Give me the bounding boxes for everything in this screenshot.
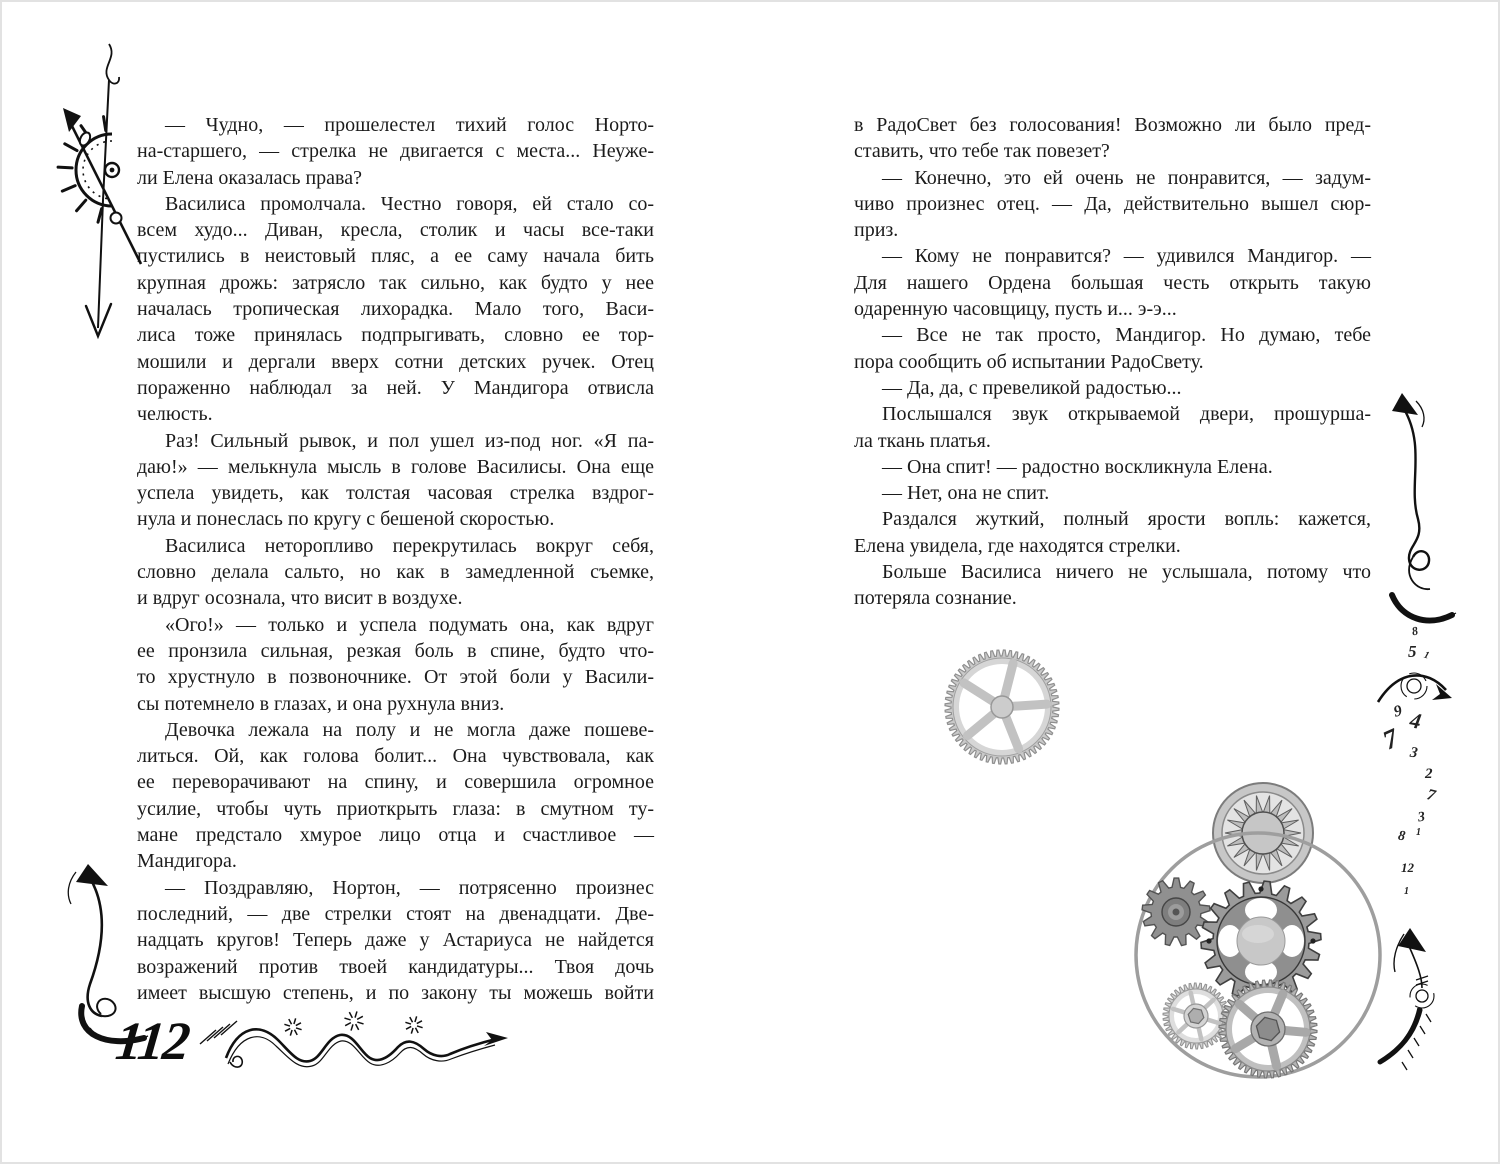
hatch-stroke xyxy=(221,1021,237,1035)
star-icon xyxy=(349,1012,352,1018)
star-icon xyxy=(294,1030,297,1035)
star-icon xyxy=(356,1024,359,1030)
star-icon xyxy=(357,1022,363,1024)
sun-ray xyxy=(104,117,106,131)
star-icon xyxy=(411,1028,413,1034)
hatch-stroke xyxy=(200,1030,216,1044)
text-line: Мандигора. xyxy=(137,850,237,873)
falling-number: 2 xyxy=(1425,766,1433,782)
gear-dot xyxy=(1258,886,1263,891)
paragraph xyxy=(137,875,654,1006)
falling-number: 3 xyxy=(1416,809,1426,826)
paragraph xyxy=(854,243,1371,322)
text-line: крупная дрожь: затрясло так сильно, как будто у нее xyxy=(137,271,654,294)
falling-number: 5 xyxy=(1408,642,1417,661)
text-line: мошили и дергали вверх сотни детских ручек. Отец xyxy=(137,350,654,373)
swash-loop xyxy=(97,999,115,1016)
clock-hub-dot xyxy=(110,168,115,173)
text-line: чиво произнес отец. — Да, действительно вышел сюр- xyxy=(854,192,1371,215)
pivot-bead xyxy=(111,213,122,224)
text-line: последний, — две стрелки стоят на двенадцати. Две- xyxy=(137,902,654,925)
left-page-text-column xyxy=(137,112,654,1006)
sun-ray xyxy=(98,209,102,223)
paragraph xyxy=(137,717,654,875)
gear-hub xyxy=(991,696,1013,718)
text-line: сы потемнело в глазах, и она рухнула вниз. xyxy=(137,692,505,715)
swash-arrow-icon xyxy=(1372,385,1476,645)
text-line: Для нашего Ордена большая честь открыть такую xyxy=(854,271,1371,294)
text-line: Василиса неторопливо перекрутилась вокруг себя, xyxy=(165,534,654,557)
text-line: Елена увидела, где находятся стрелки. xyxy=(854,534,1181,557)
paragraph xyxy=(137,428,654,533)
sun-ray xyxy=(65,144,77,151)
falling-number: 7 xyxy=(1425,786,1438,805)
star-icon xyxy=(290,1030,292,1036)
echo-stroke xyxy=(68,872,76,904)
text-line: Девочка лежала на полу и не могла даже пошеве- xyxy=(165,718,654,741)
text-line: усилие, чтобы чуть приоткрыть глаза: в смутном ту- xyxy=(137,797,654,820)
paragraph xyxy=(854,375,1371,401)
paragraph xyxy=(137,112,654,191)
text-line: пустились в неистовый пляс, а ее саму начала бить xyxy=(137,245,654,268)
falling-number: 3 xyxy=(1408,744,1419,762)
text-line: потеряла сознание. xyxy=(854,587,1017,610)
text-line: одаренную часовщицу, пусть и... э-э... xyxy=(854,298,1177,321)
paragraph xyxy=(854,506,1371,559)
paragraph xyxy=(854,454,1371,480)
falling-number: 1 xyxy=(1404,886,1409,897)
star-icon xyxy=(405,1022,411,1024)
hub-highlight xyxy=(1242,925,1274,943)
text-line: даю!» — мелькнула мысль в голове Василисы. Она еще xyxy=(137,455,654,478)
paragraph xyxy=(854,559,1371,612)
text-line: пораженно наблюдал за ней. У Мандигора отвисла xyxy=(137,376,654,399)
star-icon xyxy=(410,1017,413,1022)
falling-number: 7 xyxy=(1378,722,1403,756)
star-icon xyxy=(357,1016,363,1019)
paragraph xyxy=(854,165,1371,244)
text-line: на-старшего, — стрелка не двигается с места... Неуже- xyxy=(137,140,654,163)
falling-number: 8 xyxy=(1397,828,1407,845)
text-line: нула и понеслась по кругу с бешеной скоростью. xyxy=(137,508,555,531)
star-icon xyxy=(345,1023,351,1026)
star-icon xyxy=(417,1021,422,1024)
paragraph xyxy=(137,191,654,428)
gear-dot xyxy=(1310,938,1315,943)
text-line: пора сообщить об испытании РадоСвету. xyxy=(854,350,1204,373)
gear-hub-dot xyxy=(1173,909,1180,916)
text-line: литься. Ой, как голова болит... Она чувствовала, как xyxy=(137,745,654,768)
text-line: — Да, да, с превеликой радостью... xyxy=(882,376,1182,399)
page-number: 112 xyxy=(112,1011,192,1071)
paragraph xyxy=(137,533,654,612)
text-line: лиса тоже принялась подпрыгивать, словно ее тор- xyxy=(137,324,654,347)
clock-sun-arrow-icon xyxy=(25,40,185,380)
star-icon xyxy=(344,1018,350,1020)
star-icon xyxy=(285,1028,290,1031)
text-line: приз. xyxy=(854,219,899,242)
text-line: возражений против твоей кандидатуры... Твоя дочь xyxy=(137,955,654,978)
curl xyxy=(230,1056,242,1067)
star-icon xyxy=(415,1028,418,1033)
text-line: — Нет, она не спит. xyxy=(882,482,1050,505)
right-page-text-column xyxy=(854,112,1371,612)
gear-spoke xyxy=(1008,704,1047,707)
star-icon xyxy=(296,1028,302,1030)
star-icon xyxy=(355,1011,357,1017)
text-line: Василиса промолчала. Честно говоря, ей стало со- xyxy=(165,192,654,215)
text-line: мане предстало хмурое лицо отца и счастливое — xyxy=(137,824,654,847)
sun-ray xyxy=(77,200,86,211)
text-line: началась тропическая лихорадка. Мало того, Васи- xyxy=(137,298,654,321)
text-line: ла ткань платья. xyxy=(854,429,991,452)
text-line: Больше Василиса ничего не услышала, потому что xyxy=(882,561,1371,584)
sun-ray xyxy=(58,167,72,168)
text-line: Раздался жуткий, полный ярости вопль: кажется, xyxy=(882,508,1371,531)
star-icon xyxy=(294,1018,296,1024)
star-icon xyxy=(415,1016,417,1022)
hatch-stroke xyxy=(207,1027,223,1041)
text-line: ставить, что тебе так повезет? xyxy=(854,140,1110,163)
text-line: имеет высшую степень, и по закону ты можешь войти xyxy=(137,981,654,1004)
star-icon xyxy=(417,1026,423,1028)
text-line: «Ого!» — только и успела подумать она, как вдруг xyxy=(165,613,654,636)
text-line: словно делала сальто, но как в замедленной съемке, xyxy=(137,561,654,584)
text-line: всем худо... Диван, кресла, столик и часы все-таки xyxy=(137,219,654,242)
swash-arrow-icon xyxy=(48,856,188,1056)
squiggle-line xyxy=(106,44,119,84)
falling-number: 4 xyxy=(1407,707,1424,734)
star-icon xyxy=(296,1023,301,1026)
falling-number: 8 xyxy=(1410,623,1420,639)
star-icon xyxy=(289,1019,292,1024)
paragraph xyxy=(137,612,654,717)
text-line: — Конечно, это ей очень не понравится, — задум- xyxy=(882,166,1371,189)
arrow-head-icon xyxy=(484,1032,508,1046)
text-line: челюсть. xyxy=(137,403,213,426)
text-line: Послышался звук открываемой двери, прошурша- xyxy=(882,403,1371,426)
paragraph xyxy=(854,322,1371,375)
paragraph xyxy=(854,401,1371,454)
paragraph xyxy=(854,112,1371,165)
text-line: и вдруг осознала, что висит в воздухе. xyxy=(137,587,463,610)
hatch-stroke xyxy=(214,1024,230,1038)
wave-flourish-icon xyxy=(196,1010,516,1082)
sun-ray xyxy=(62,186,75,191)
text-line: Раз! Сильный рывок, и пол ушел из-под ног. «Я па- xyxy=(165,429,654,452)
gear-dot xyxy=(1206,938,1211,943)
text-line: надцать кругов! Теперь даже у Астариуса не найдется xyxy=(137,929,654,952)
swash-loop xyxy=(1409,557,1430,589)
arrow-bead xyxy=(78,131,93,148)
falling-number: 1 xyxy=(1422,649,1431,662)
text-line: в РадоСвет без голосования! Возможно ли было пред- xyxy=(854,114,1371,136)
swash-curve xyxy=(88,878,102,1016)
swash-curve xyxy=(1404,409,1429,570)
falling-number: 9 xyxy=(1391,702,1404,721)
wave-line xyxy=(226,1029,496,1061)
falling-number: 12 xyxy=(1401,860,1414,875)
text-line: — Все не так просто, Мандигор. Но думаю, тебе xyxy=(882,324,1371,347)
star-icon xyxy=(284,1024,290,1026)
gear-cluster-illustration xyxy=(900,620,1440,1120)
text-line: ее пронзила сильная, резкая боль в спине, будто что- xyxy=(137,639,654,662)
text-line: успела увидеть, как толстая часовая стрелка вздрог- xyxy=(137,482,654,505)
text-line: ее переворачивают на спину, и совершила огромное xyxy=(137,771,654,794)
paragraph xyxy=(854,480,1371,506)
falling-number: 1 xyxy=(1416,827,1421,838)
text-line: — Поздравляю, Нортон, — потрясенно произнес xyxy=(165,876,654,899)
swash-tail xyxy=(1392,595,1452,621)
star-icon xyxy=(351,1024,353,1030)
clock-hand-arrow xyxy=(67,116,141,264)
text-line: — Она спит! — радостно воскликнула Елена. xyxy=(882,455,1273,478)
text-line: то хрустнуло в позвоночнике. От этой боли у Васили- xyxy=(137,666,654,689)
text-line: — Кому не понравится? — удивился Мандигор. — xyxy=(882,245,1371,268)
star-icon xyxy=(406,1026,411,1029)
text-line: ли Елена оказалась права? xyxy=(137,166,362,189)
text-line: — Чудно, — прошелестел тихий голос Норто- xyxy=(165,114,654,136)
swash-tail xyxy=(81,1006,144,1041)
